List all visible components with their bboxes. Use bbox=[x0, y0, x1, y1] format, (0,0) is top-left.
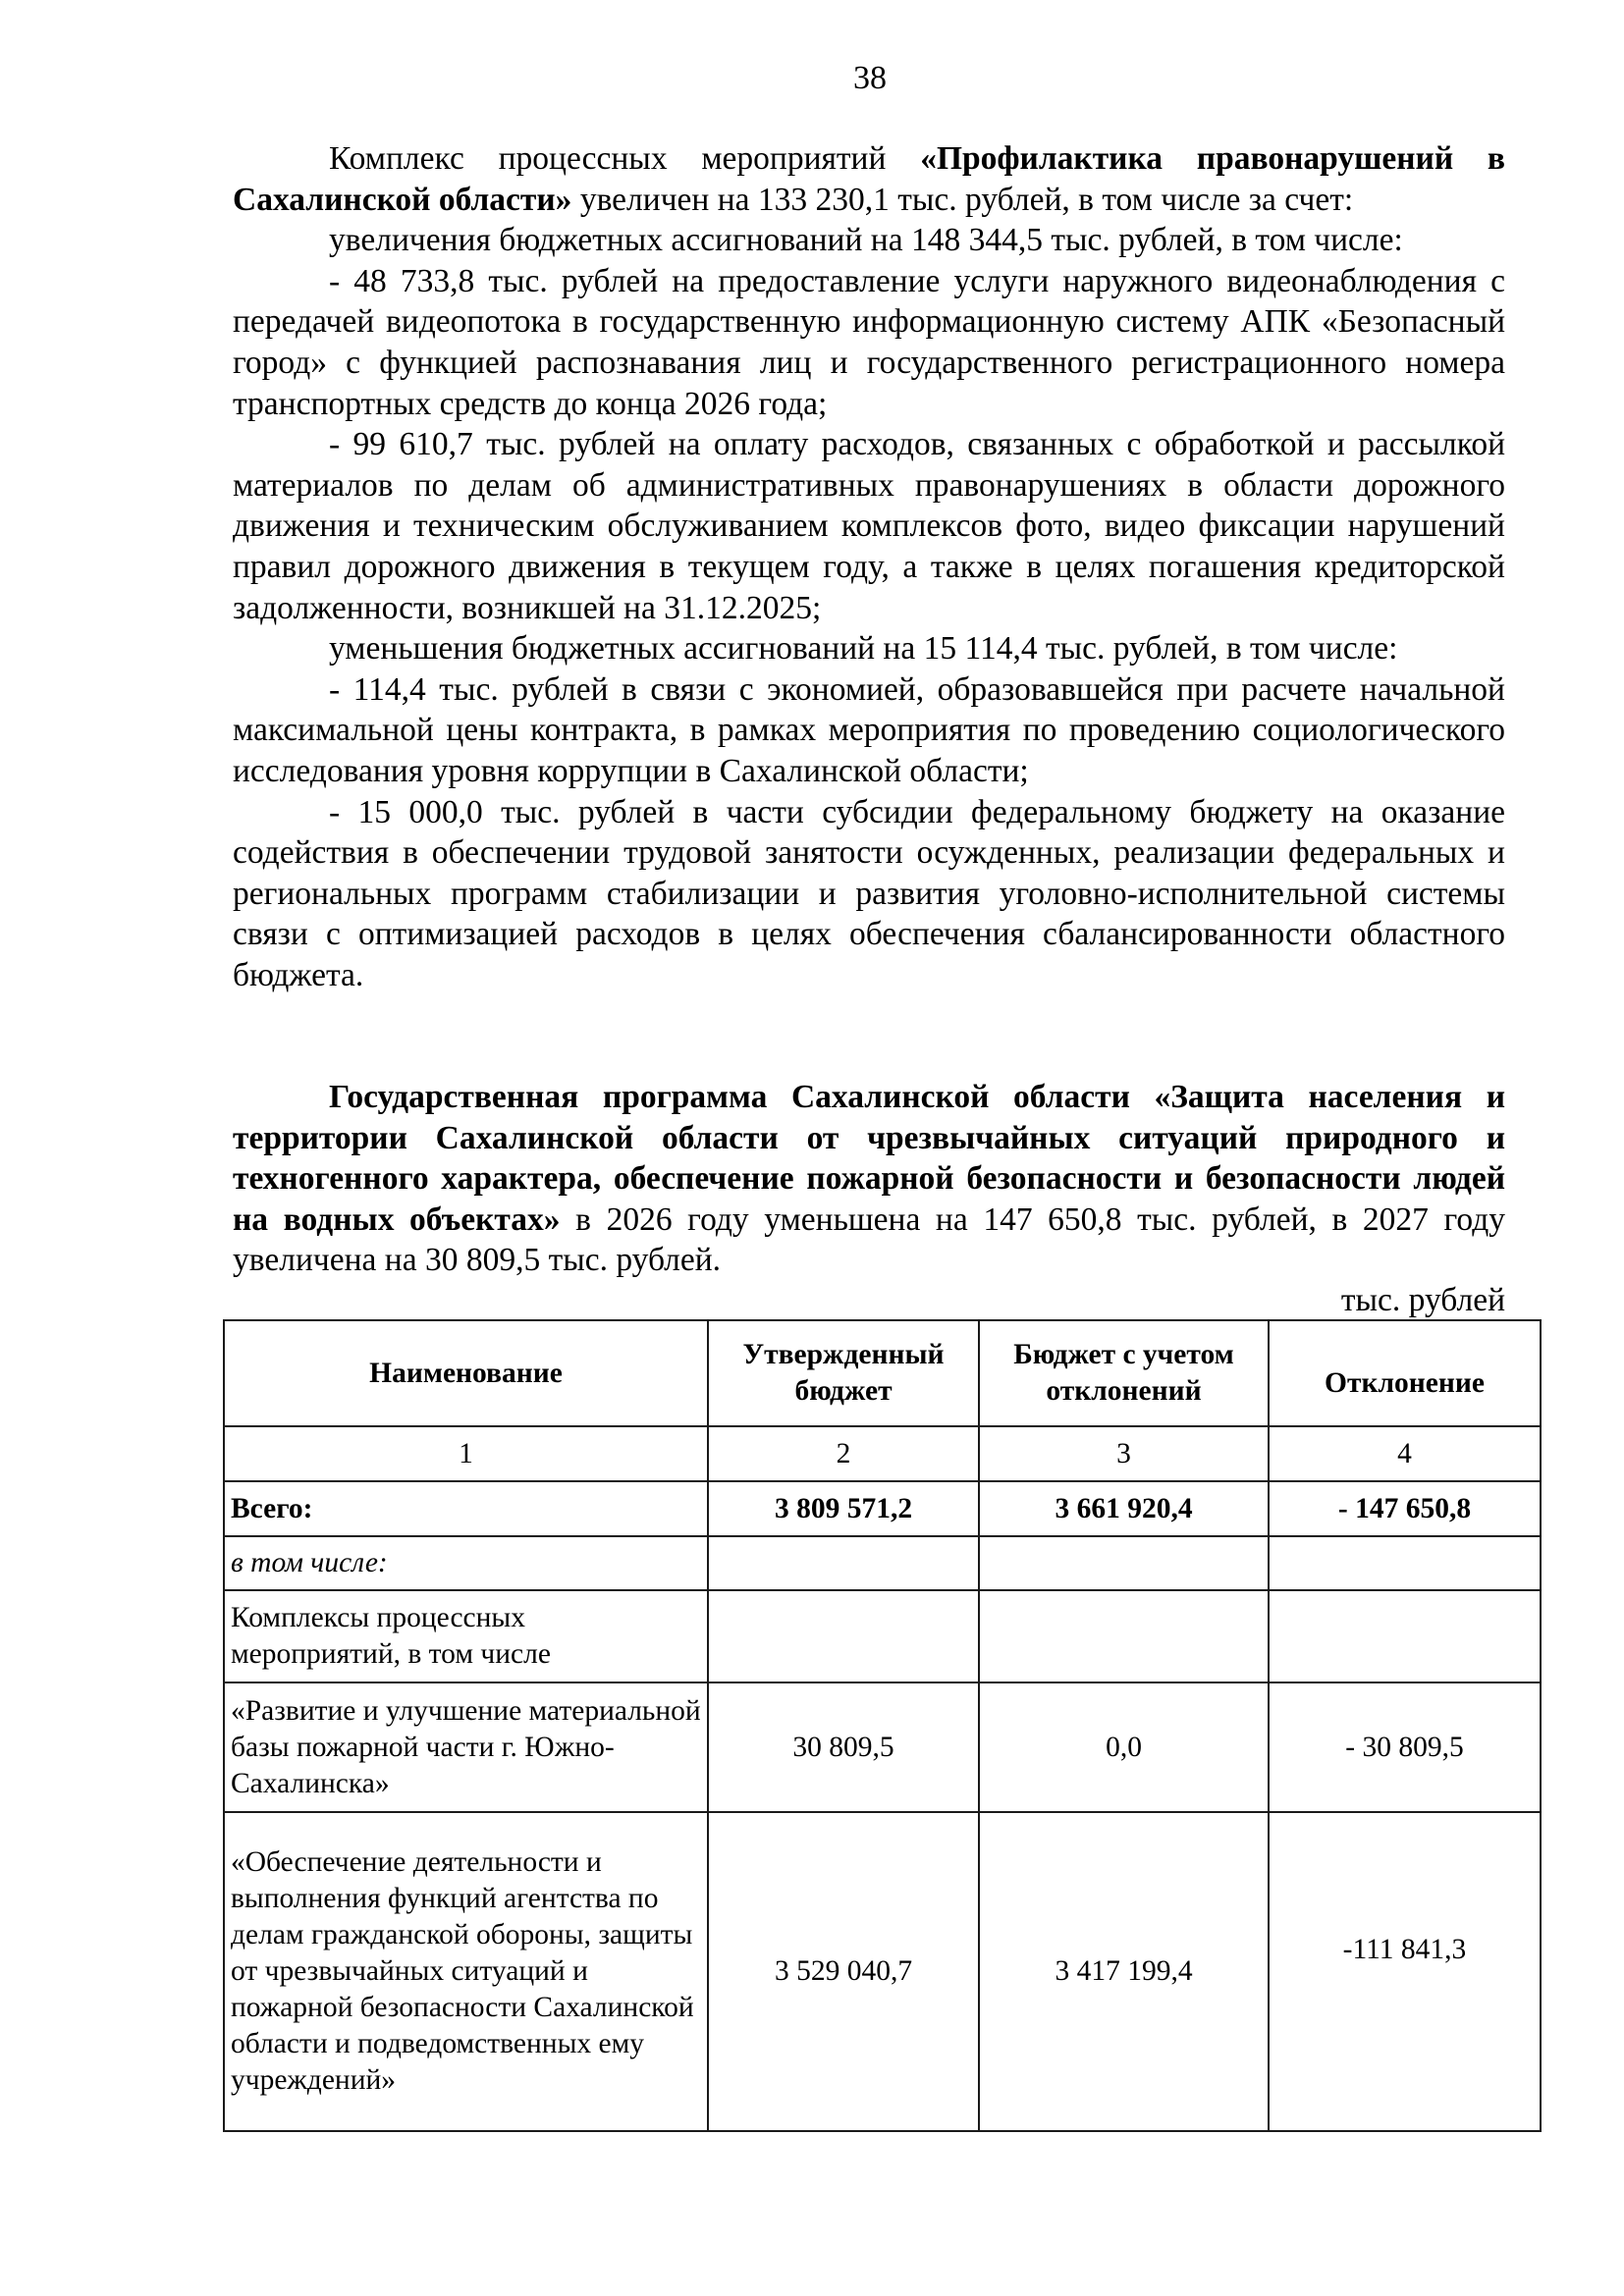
row-name: «Обеспечение деятельности и выполнения функций агентства по делам гражданской обороны, защиты от чрезвычайных ситуаций и пожарной безопасности Сахалинской области и подведомственных ему учреждений» bbox=[224, 1812, 708, 2131]
header-adjusted-line1: Бюджет с учетом bbox=[1013, 1339, 1234, 1370]
paragraph-corruption-study: - 114,4 тыс. рублей в связи с экономией, образовавшейся при расчете начальной максимальной цены контракта, в рамках мероприятия по проведению социологического исследования уровня коррупции в Сахалинской области; bbox=[233, 670, 1505, 789]
units-label: тыс. рублей bbox=[1340, 1282, 1505, 1318]
table-row-complexes bbox=[224, 1590, 1541, 1682]
row-adjusted: 3 661 920,4 bbox=[979, 1481, 1269, 1536]
state-program-title: Государственная программа Сахалинской области «Защита населения и территории Сахалинской области от чрезвычайных ситуаций природного и техногенного характера, обеспечение пожарной безопасности и безопасности людей на водных объектах» bbox=[233, 1079, 1505, 1238]
header-approved bbox=[708, 1320, 979, 1426]
row-approved: 3 529 040,7 bbox=[708, 1812, 979, 2131]
row-deviation-cell bbox=[1269, 1812, 1541, 2131]
header-name: Наименование bbox=[224, 1320, 708, 1426]
row-adjusted: 3 417 199,4 bbox=[979, 1812, 1269, 2131]
row-deviation: - 147 650,8 bbox=[1269, 1481, 1541, 1536]
header-deviation bbox=[1269, 1320, 1541, 1426]
paragraph-prefix: Комплекс процессных мероприятий bbox=[329, 140, 921, 177]
paragraph-increase: увеличения бюджетных ассигнований на 148 344,5 тыс. рублей, в том числе: bbox=[329, 222, 1403, 259]
paragraph-suffix: увеличен на 133 230,1 тыс. рублей, в том числе за счет: bbox=[571, 181, 1354, 218]
column-number: 4 bbox=[1269, 1426, 1541, 1481]
column-number: 2 bbox=[708, 1426, 979, 1481]
row-name: в том числе: bbox=[224, 1536, 708, 1590]
header-approved-line1: Утвержденный bbox=[742, 1339, 945, 1370]
paragraph-complex-summary bbox=[233, 138, 1505, 220]
header-approved-line2: бюджет bbox=[794, 1375, 893, 1407]
row-deviation bbox=[1269, 1590, 1541, 1682]
row-approved: 3 809 571,2 bbox=[708, 1481, 979, 1536]
header-adjusted bbox=[979, 1320, 1269, 1426]
page-number: 38 bbox=[853, 60, 887, 96]
row-approved bbox=[708, 1590, 979, 1682]
row-adjusted bbox=[979, 1536, 1269, 1590]
complex-title: «Профилактика правонарушений в Сахалинской области» bbox=[233, 140, 1505, 218]
paragraph-state-program bbox=[233, 1077, 1505, 1281]
column-number: 1 bbox=[224, 1426, 708, 1481]
row-name: Всего: bbox=[224, 1481, 708, 1536]
header-adjusted-line2: отклонений bbox=[1046, 1375, 1202, 1407]
table-row-total bbox=[224, 1481, 1541, 1536]
paragraph-video-surveillance: - 48 733,8 тыс. рублей на предоставление услуги наружного видеонаблюдения с передачей видеопотока в государственную информационную систему АПК «Безопасный город» с функцией распознавания лиц и государственного регистрационного номера транспортных средств до конца 2026 года; bbox=[233, 262, 1505, 422]
paragraph-federal-subsidy: - 15 000,0 тыс. рублей в части субсидии федеральному бюджету на оказание содействия в обеспечении трудовой занятости осужденных, реализации федеральных и региональных программ стабилизации и развития уголовно-исполнительной системы связи с оптимизацией расходов в целях обеспечения сбалансированности областного бюджета. bbox=[233, 793, 1505, 993]
paragraph-decrease: уменьшения бюджетных ассигнований на 15 114,4 тыс. рублей, в том числе: bbox=[329, 630, 1398, 667]
budget-table bbox=[223, 1319, 1542, 2132]
row-adjusted bbox=[979, 1590, 1269, 1682]
row-deviation: - 30 809,5 bbox=[1269, 1682, 1541, 1812]
row-approved bbox=[708, 1536, 979, 1590]
state-program-section bbox=[233, 1077, 1505, 1281]
table-row-civil-defense-agency bbox=[224, 1812, 1541, 2131]
row-name: Комплексы процессных мероприятий, в том числе bbox=[224, 1590, 708, 1682]
state-program-summary: в 2026 году уменьшена на 147 650,8 тыс. рублей, в 2027 году увеличена на 30 809,5 тыс. рублей. bbox=[233, 1201, 1505, 1279]
complex-prevention-section bbox=[233, 138, 1505, 995]
table-column-numbers-row bbox=[224, 1426, 1541, 1481]
row-adjusted: 0,0 bbox=[979, 1682, 1269, 1812]
header-deviation-label: Отклонение bbox=[1325, 1366, 1485, 1399]
table-row-including bbox=[224, 1536, 1541, 1590]
table-header-row bbox=[224, 1320, 1541, 1426]
paragraph-traffic-fines: - 99 610,7 тыс. рублей на оплату расходов, связанных с обработкой и рассылкой материалов по делам об административных правонарушениях в области дорожного движения и техническим обслуживанием комплексов фото, видео фиксации нарушений правил дорожного движения в текущем году, а также в целях погашения кредиторской задолженности, возникшей на 31.12.2025; bbox=[233, 426, 1505, 626]
column-number: 3 bbox=[979, 1426, 1269, 1481]
row-name: «Развитие и улучшение материальной базы пожарной части г. Южно-Сахалинска» bbox=[224, 1682, 708, 1812]
table-row-fire-station bbox=[224, 1682, 1541, 1812]
row-approved: 30 809,5 bbox=[708, 1682, 979, 1812]
row-deviation: -111 841,3 bbox=[1342, 1934, 1467, 1965]
row-deviation bbox=[1269, 1536, 1541, 1590]
